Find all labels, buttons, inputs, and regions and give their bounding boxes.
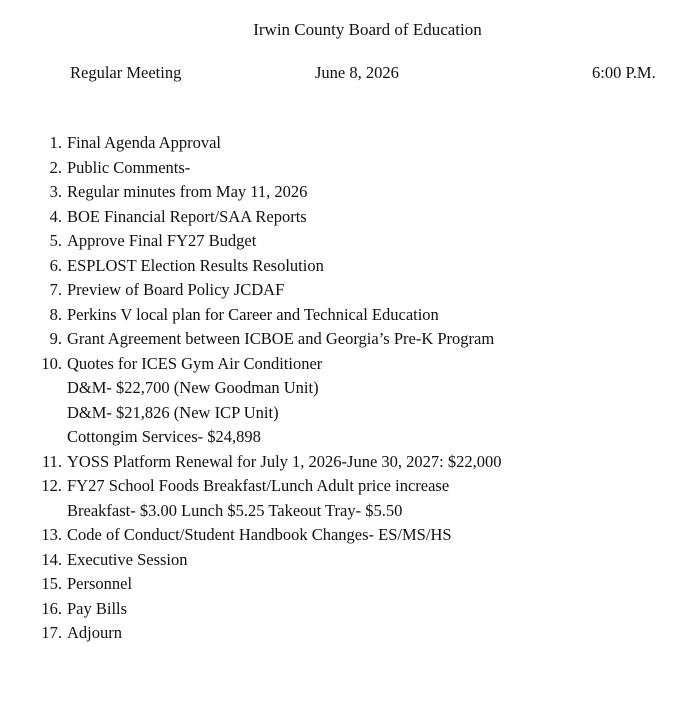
agenda-item-number: 6. bbox=[49, 255, 62, 275]
agenda-item-text: YOSS Platform Renewal for July 1, 2026-June 30, 2027: $22,000 bbox=[67, 451, 502, 471]
agenda-item-text: Perkins V local plan for Career and Technical Education bbox=[67, 304, 439, 324]
agenda-item bbox=[0, 278, 684, 303]
agenda-item-text: Code of Conduct/Student Handbook Changes- ES/MS/HS bbox=[67, 525, 452, 544]
agenda-item-text: Final Agenda Approval bbox=[67, 133, 221, 152]
agenda-item-number: 12. bbox=[41, 476, 62, 495]
agenda-item-text: Quotes for ICES Gym Air Conditioner bbox=[67, 353, 323, 373]
agenda-subitem-text: Cottongim Services- $24,898 bbox=[67, 427, 261, 446]
agenda-item-text: FY27 School Foods Breakfast/Lunch Adult price increase bbox=[67, 476, 450, 495]
agenda-item-number: 3. bbox=[49, 182, 62, 201]
agenda-item-number: 1. bbox=[49, 133, 62, 152]
agenda-item-number: 7. bbox=[49, 280, 62, 299]
agenda-item-text: Personnel bbox=[67, 574, 133, 593]
agenda-item-text: BOE Financial Report/SAA Reports bbox=[67, 206, 307, 226]
agenda-subitem bbox=[0, 401, 684, 426]
agenda-item-number: 4. bbox=[49, 206, 62, 226]
agenda-item bbox=[0, 548, 684, 573]
agenda-item bbox=[0, 205, 684, 230]
agenda-item-number: 11. bbox=[41, 451, 62, 471]
agenda-subitem bbox=[0, 499, 684, 524]
agenda-item bbox=[0, 572, 684, 597]
agenda-item bbox=[0, 621, 684, 646]
agenda-subitem bbox=[0, 425, 684, 450]
agenda-item-number: 5. bbox=[49, 231, 62, 250]
agenda-item-text: Executive Session bbox=[67, 549, 188, 569]
agenda-item bbox=[0, 180, 684, 205]
agenda-item bbox=[0, 523, 684, 548]
agenda-item-text: Adjourn bbox=[67, 623, 122, 642]
agenda-item-text: Grant Agreement between ICBOE and Georgia’s Pre-K Program bbox=[67, 329, 495, 348]
meeting-type: Regular Meeting bbox=[70, 63, 182, 82]
agenda-subitem bbox=[0, 376, 684, 401]
agenda-item bbox=[0, 450, 684, 475]
agenda-item bbox=[0, 327, 684, 352]
agenda-item bbox=[0, 131, 684, 156]
agenda-item-number: 13. bbox=[41, 525, 62, 544]
meeting-date: June 8, 2026 bbox=[315, 63, 399, 82]
agenda-item-text: Pay Bills bbox=[67, 598, 128, 618]
agenda-item bbox=[0, 156, 684, 181]
meeting-time: 6:00 P.M. bbox=[592, 63, 656, 82]
agenda-item bbox=[0, 597, 684, 622]
agenda-item-text: Public Comments- bbox=[67, 157, 191, 177]
agenda-item-text: ESPLOST Election Results Resolution bbox=[67, 255, 324, 275]
agenda-subitem-text: D&M- $21,826 (New ICP Unit) bbox=[67, 402, 279, 422]
agenda-item bbox=[0, 229, 684, 254]
document-title: Irwin County Board of Education bbox=[253, 20, 482, 39]
agenda-item bbox=[0, 303, 684, 328]
agenda-item-number: 17. bbox=[41, 623, 62, 642]
agenda-list bbox=[0, 131, 684, 646]
agenda-item-number: 14. bbox=[41, 549, 62, 569]
agenda-item-text: Regular minutes from May 11, 2026 bbox=[67, 182, 308, 201]
agenda-item bbox=[0, 352, 684, 377]
agenda-item bbox=[0, 254, 684, 279]
agenda-item-number: 16. bbox=[41, 598, 62, 618]
agenda-item-number: 15. bbox=[41, 574, 62, 593]
agenda-item-number: 9. bbox=[49, 329, 62, 348]
agenda-item-number: 8. bbox=[49, 304, 62, 324]
agenda-item-text: Approve Final FY27 Budget bbox=[67, 231, 257, 250]
agenda-item-text: Preview of Board Policy JCDAF bbox=[67, 280, 285, 299]
agenda-item bbox=[0, 474, 684, 499]
agenda-item-number: 10. bbox=[41, 353, 62, 373]
agenda-subitem-text: Breakfast- $3.00 Lunch $5.25 Takeout Tray- $5.50 bbox=[67, 500, 403, 520]
agenda-subitem-text: D&M- $22,700 (New Goodman Unit) bbox=[67, 378, 319, 397]
agenda-item-number: 2. bbox=[49, 157, 62, 177]
